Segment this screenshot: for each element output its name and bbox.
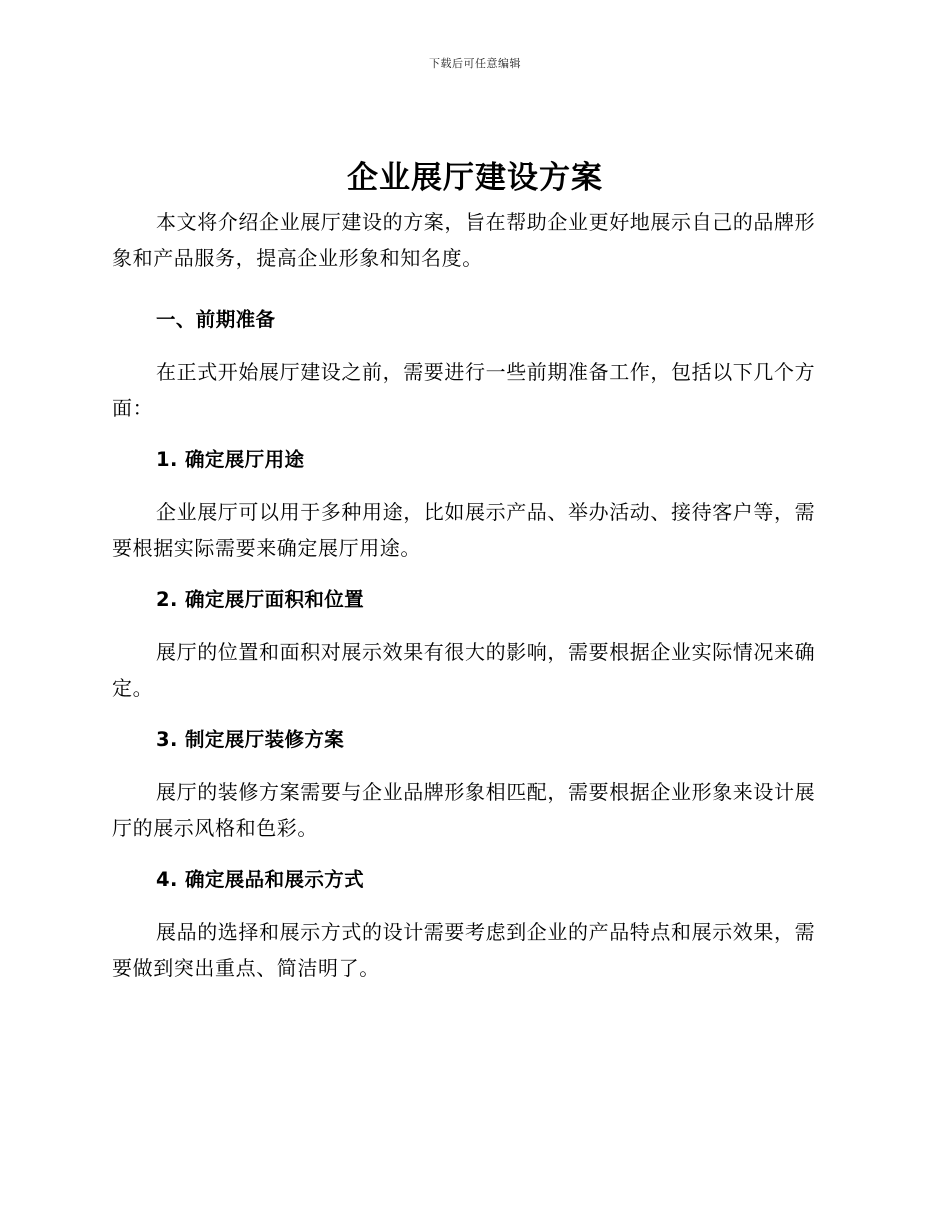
- item-heading-4: 4. 确定展品和展示方式: [156, 868, 365, 891]
- item-heading-3: 3. 制定展厅装修方案: [156, 728, 345, 751]
- item-text-1: 企业展厅可以用于多种用途，比如展示产品、举办活动、接待客户等，需要根据实际需要来确定展厅用途。: [112, 500, 816, 560]
- item-text-3: 展厅的装修方案需要与企业品牌形象相匹配，需要根据企业形象来设计展厅的展示风格和色彩。: [112, 780, 816, 840]
- document-body: [112, 204, 834, 986]
- intro-paragraph: 本文将介绍企业展厅建设的方案，旨在帮助企业更好地展示自己的品牌形象和产品服务，提高企业形象和知名度。: [112, 210, 816, 270]
- page-title: 企业展厅建设方案: [347, 160, 603, 196]
- item-text-4: 展品的选择和展示方式的设计需要考虑到企业的产品特点和展示效果，需要做到突出重点、简洁明了。: [112, 920, 816, 980]
- section-intro-paragraph: 在正式开始展厅建设之前，需要进行一些前期准备工作，包括以下几个方面：: [112, 360, 816, 420]
- item-text-2: 展厅的位置和面积对展示效果有很大的影响，需要根据企业实际情况来确定。: [112, 640, 816, 700]
- header-note: 下载后可任意编辑: [429, 57, 521, 70]
- item-heading-2: 2. 确定展厅面积和位置: [156, 588, 365, 611]
- item-heading-1: 1. 确定展厅用途: [156, 448, 305, 471]
- section-heading-prep: 一、前期准备: [156, 308, 276, 331]
